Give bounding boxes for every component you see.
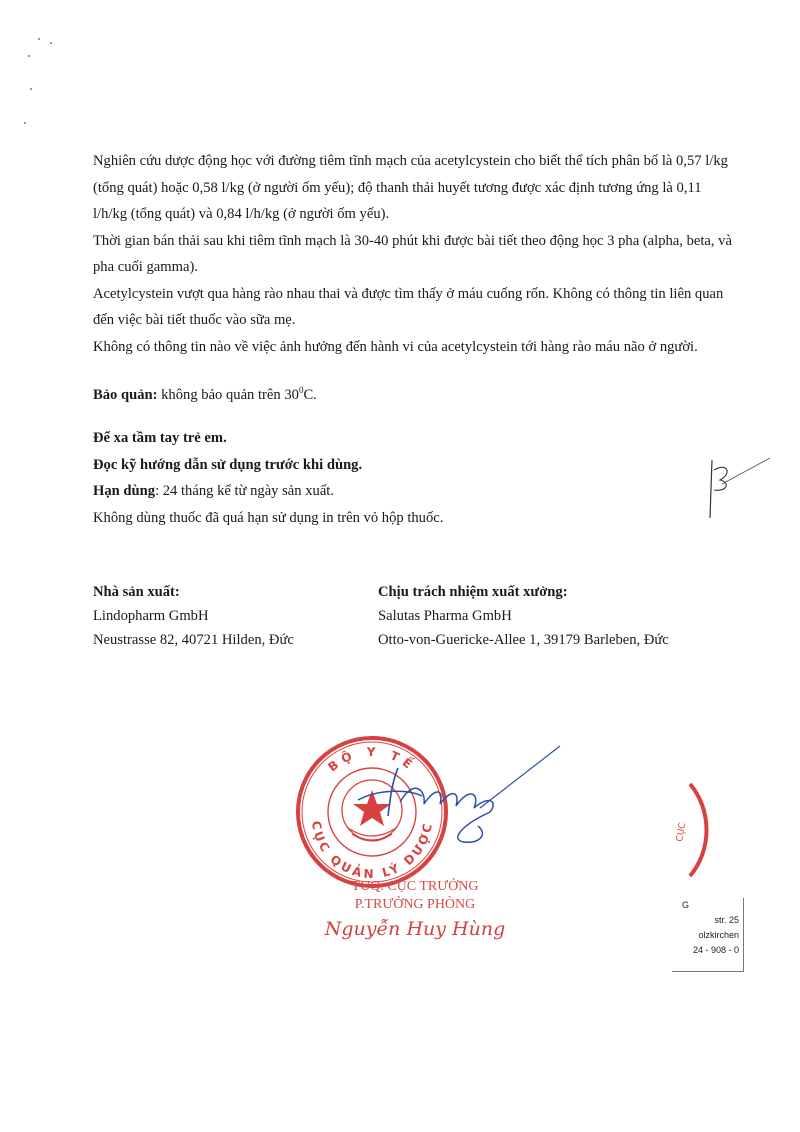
- side-stamp-line4: 24 - 908 - 0: [692, 945, 739, 955]
- releaser-label: Chịu trách nhiệm xuất xưởng:: [378, 584, 568, 600]
- seal-top-text: BỘ Y TẾ: [325, 744, 419, 775]
- manufacturer-block: [93, 580, 363, 652]
- storage-line: [93, 377, 733, 408]
- manufacturer-address: Neustrasse 82, 40721 Hilden, Đức: [93, 632, 294, 648]
- scan-speck: [28, 55, 30, 57]
- paragraph-half-life: Thời gian bán thải sau khi tiêm tĩnh mạch là 30-40 phút khi được bài tiết theo động học 3 pha (alpha, beta, và pha cuối gamma).: [93, 232, 732, 275]
- official-title-line2: P.TRƯỞNG PHÒNG: [354, 897, 476, 912]
- side-stamp-line1: G: [682, 900, 690, 910]
- storage-label: Bảo quản:: [93, 386, 158, 403]
- releaser-name: Salutas Pharma GmbH: [378, 608, 512, 624]
- shelf-life-line: [93, 478, 733, 505]
- manufacturer-label: Nhà sản xuất:: [93, 584, 180, 600]
- releaser-block: [378, 580, 738, 652]
- shelf-life-text: : 24 tháng kể từ ngày sản xuất.: [155, 483, 335, 500]
- scan-speck: [24, 122, 26, 124]
- shelf-life-label: Hạn dùng: [93, 483, 156, 500]
- paragraph-blood-brain-barrier: Không có thông tin nào về việc ảnh hưởng đến hành vi của acetylcystein tới hàng rào máu não ở người.: [93, 338, 698, 355]
- paragraph-pharmacokinetics: Nghiên cứu dược động học với đường tiêm tĩnh mạch của acetylcystein cho biết thể tích phân bố là 0,57 l/kg (tổng quát) hoặc 0,58 l/kg (ở người ốm yếu); độ thanh thải huyết tương được xác định tương ứng là 0,11 l/h/kg (tổng quát) và 0,84 l/h/kg (ở người ốm yếu).: [93, 153, 728, 222]
- document-body: [93, 148, 733, 531]
- scan-speck: [30, 88, 32, 90]
- read-instructions-text: Đọc kỹ hướng dẫn sử dụng trước khi dùng.: [93, 456, 363, 473]
- manufacturer-name: Lindopharm GmbH: [93, 608, 209, 624]
- keep-away-text: Để xa tầm tay trẻ em.: [93, 430, 227, 447]
- storage-unit: C.: [303, 386, 317, 403]
- official-signature: [340, 742, 570, 852]
- expired-note: Không dùng thuốc đã quá hạn sử dụng in trên vỏ hộp thuốc.: [93, 509, 444, 526]
- side-stamp-line2: str. 25: [714, 915, 739, 925]
- margin-initials-signature: [700, 440, 780, 520]
- partial-stamp: [660, 780, 720, 880]
- read-instructions-warning: [93, 452, 733, 479]
- seal-bottom-text: CỤC QUẢN LÝ DƯỢC: [308, 819, 436, 882]
- releaser-address: Otto-von-Guericke-Allee 1, 39179 Barleben, Đức: [378, 632, 669, 648]
- company-address-stamp: [672, 898, 744, 972]
- side-stamp-line3: olzkirchen: [698, 930, 739, 940]
- official-title-line1: TUQ. CỤC TRƯỞNG: [351, 879, 479, 894]
- official-title-block: [300, 878, 530, 942]
- storage-sup: 0: [298, 385, 304, 395]
- partial-stamp-text: CỤC: [675, 821, 689, 843]
- scan-speck: [38, 38, 40, 40]
- scan-speck: [50, 42, 52, 44]
- official-signer-name: Nguyễn Huy Hùng: [324, 918, 506, 940]
- paragraph-placenta: Acetylcystein vượt qua hàng rào nhau thai và được tìm thấy ở máu cuống rốn. Không có thông tin liên quan đến việc bài tiết thuốc vào sữa mẹ.: [93, 285, 724, 328]
- storage-text: không bảo quản trên 30: [157, 386, 299, 403]
- keep-away-warning: [93, 425, 733, 452]
